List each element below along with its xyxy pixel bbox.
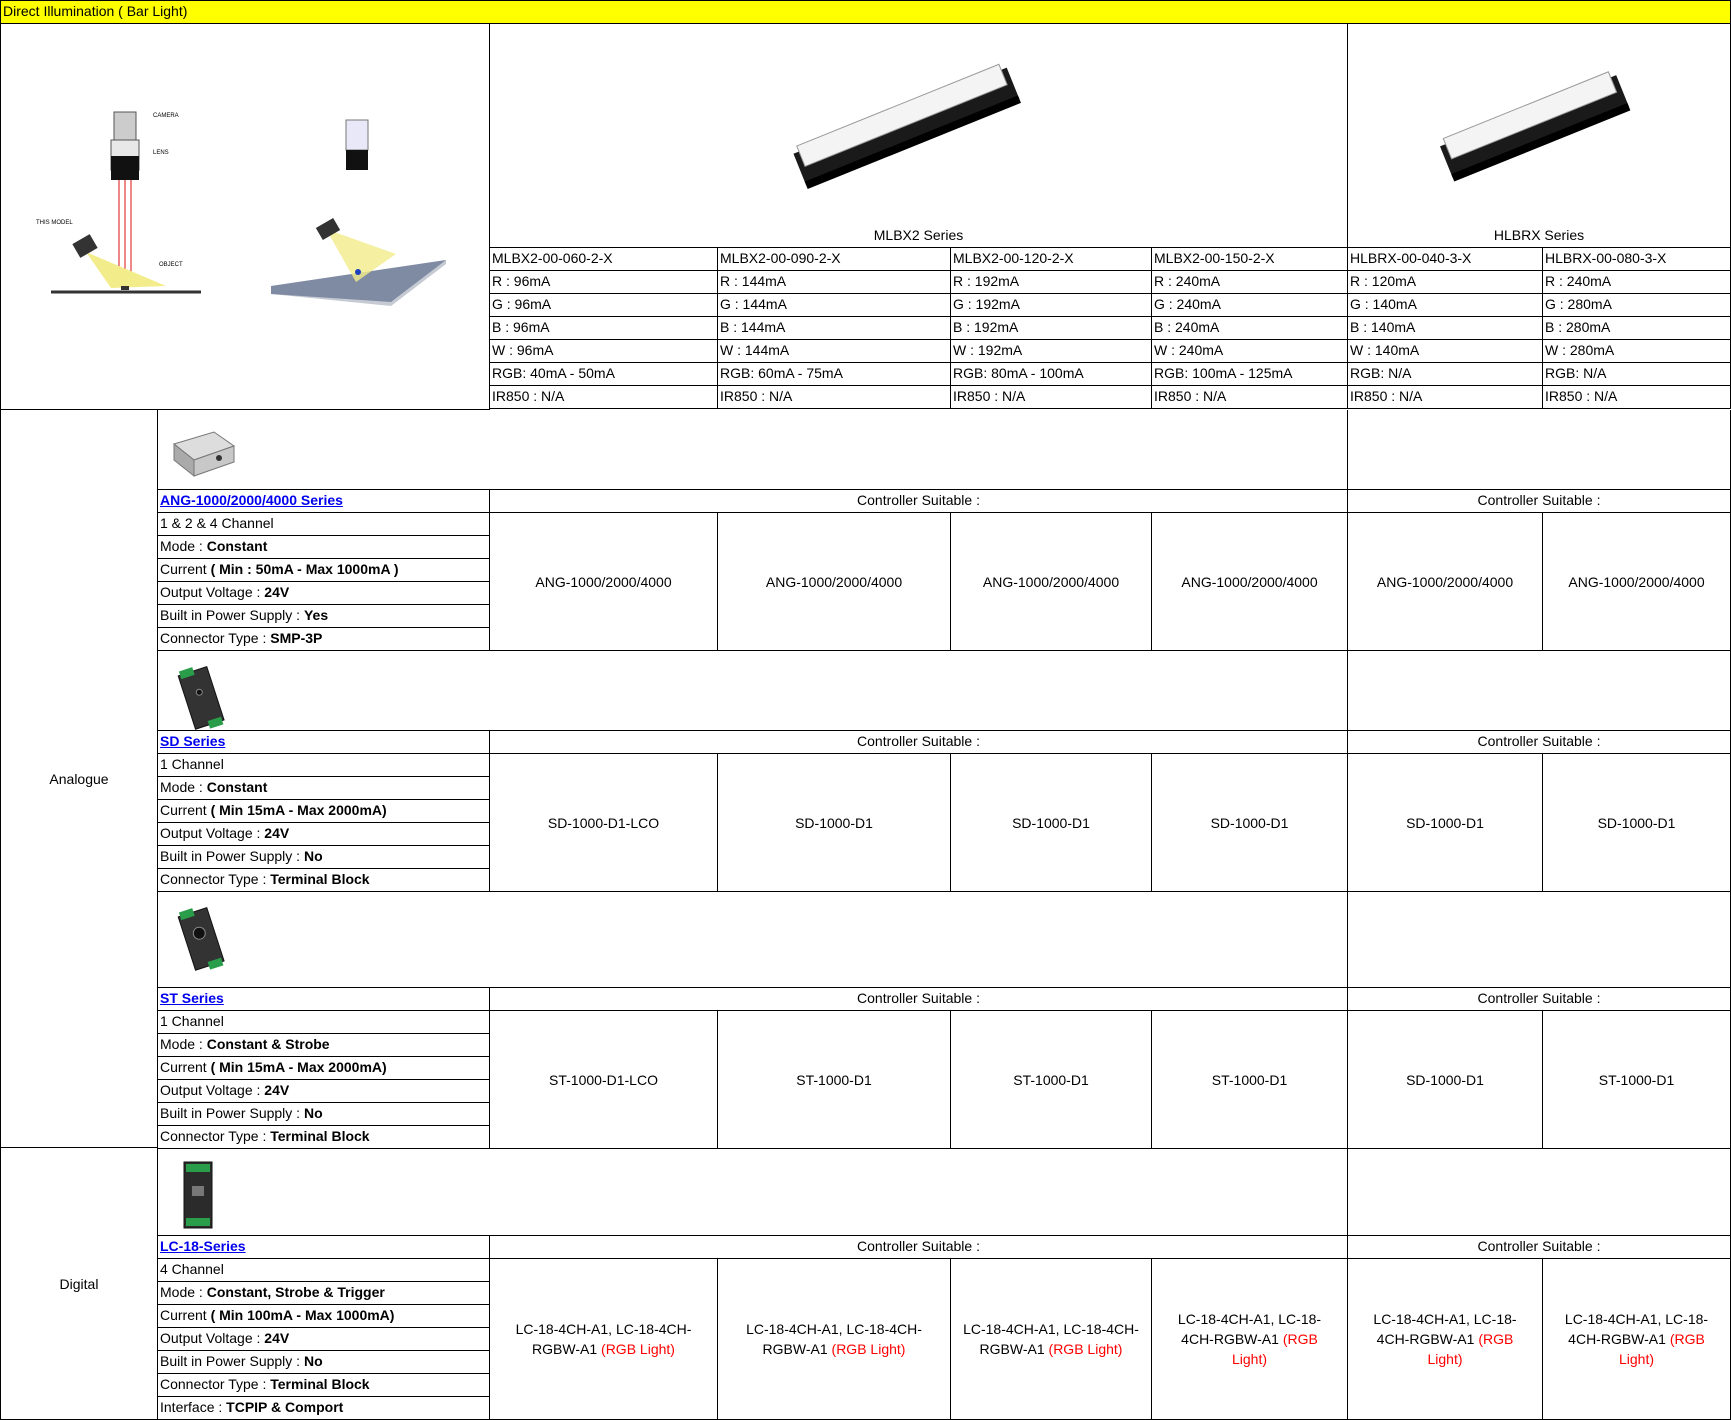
controller-suitable-cell (1543, 1011, 1731, 1149)
controller-suitable-header: Controller Suitable : (1348, 490, 1731, 513)
controller-suitable-cell (718, 754, 951, 892)
spec-value: SMP-3P (270, 630, 323, 646)
spec-label: Mode : (160, 779, 207, 795)
controller-spec-row (158, 582, 490, 605)
spec-label: Current (160, 1307, 211, 1323)
spec-value: 24V (264, 1330, 290, 1346)
spec-label: Output Voltage : (160, 1082, 265, 1098)
controller-series-link[interactable]: SD Series (160, 733, 226, 749)
controller-series-link[interactable]: ST Series (160, 990, 224, 1006)
rgb-light-note: (RGB Light) (1427, 1331, 1514, 1367)
series-name-mlbx2: MLBX2 Series (873, 227, 964, 243)
svg-text:OBJECT: OBJECT (159, 262, 183, 268)
suitable-controller-name: ANG-1000/2000/4000 (765, 573, 903, 590)
spec-value: 24V (264, 584, 290, 600)
model-spec-cell: G : 140mA (1348, 294, 1543, 317)
controller-suitable-cell (1543, 754, 1731, 892)
controller-suitable-cell (718, 1011, 951, 1149)
model-name-cell: HLBRX-00-080-3-X (1543, 248, 1731, 271)
controller-suitable-header: Controller Suitable : (1348, 731, 1731, 754)
spec-value: Constant (206, 538, 268, 554)
model-spec-cell: G : 96mA (490, 294, 718, 317)
controller-suitable-cell (1152, 513, 1348, 651)
controller-suitable-cell (1543, 1259, 1731, 1420)
controller-suitable-cell (490, 754, 718, 892)
spec-value: No (303, 1105, 323, 1121)
model-spec-cell: B : 96mA (490, 317, 718, 340)
model-name-cell: HLBRX-00-040-3-X (1348, 248, 1543, 271)
model-name-cell: MLBX2-00-090-2-X (718, 248, 951, 271)
controller-image-cell (158, 410, 1348, 490)
suitable-controller-name: SD-1000-D1 (795, 814, 873, 831)
controller-spec-row (158, 846, 490, 869)
controller-suitable-cell (1152, 1011, 1348, 1149)
model-spec-cell: G : 280mA (1543, 294, 1731, 317)
spec-label: Connector Type : (160, 1128, 271, 1144)
suitable-controller-name: SD-1000-D1 (1597, 814, 1676, 831)
spec-label: Mode : (160, 1284, 207, 1300)
controller-spec-row (158, 1103, 490, 1126)
category-digital: Digital (0, 1148, 158, 1420)
controller-image (164, 1154, 244, 1234)
model-name-cell: MLBX2-00-150-2-X (1152, 248, 1348, 271)
controller-spec-row (158, 628, 490, 651)
series-header-mlbx2 (490, 24, 1348, 248)
spec-label: Built in Power Supply : (160, 1353, 304, 1369)
illumination-diagram-cell (0, 24, 490, 410)
controller-image-blank (1348, 410, 1731, 490)
controller-suitable-cell (1348, 1259, 1543, 1420)
rgb-light-note: (RGB Light) (1231, 1331, 1318, 1367)
model-spec-cell: G : 240mA (1152, 294, 1348, 317)
controller-spec-row (158, 605, 490, 628)
model-spec-cell: R : 240mA (1543, 271, 1731, 294)
controller-spec-row (158, 1397, 490, 1420)
suitable-controller-name: SD-1000-D1-LCO (547, 814, 660, 831)
controller-spec-row (158, 513, 490, 536)
suitable-controller-name: SD-1000-D1 (1210, 814, 1289, 831)
controller-spec-row (158, 1126, 490, 1149)
model-spec-cell: RGB: N/A (1348, 363, 1543, 386)
series-name-hlbrx: HLBRX Series (1493, 227, 1585, 243)
spec-label: Current (160, 802, 211, 818)
spec-label: 1 Channel (160, 1013, 224, 1029)
model-spec-cell: R : 96mA (490, 271, 718, 294)
mlbx2-bar-light-image (770, 44, 1080, 194)
spec-value: No (303, 1353, 323, 1369)
controller-series-name[interactable] (158, 490, 490, 513)
suitable-controller-name: ST-1000-D1 (796, 1071, 872, 1088)
controller-image-blank (1348, 892, 1731, 988)
spec-value: ( Min 100mA - Max 1000mA) (210, 1307, 395, 1323)
controller-suitable-header: Controller Suitable : (1348, 1236, 1731, 1259)
controller-spec-row (158, 559, 490, 582)
setup-diagram (1, 24, 481, 394)
spec-label: Output Voltage : (160, 825, 265, 841)
suitable-controller-name: LC-18-4CH-A1, LC-18-4CH-RGBW-A1 (RGB Light) (1373, 1311, 1517, 1367)
controller-spec-row (158, 777, 490, 800)
spec-label: Current (160, 561, 211, 577)
model-spec-cell: B : 144mA (718, 317, 951, 340)
controller-image-blank (1348, 1148, 1731, 1236)
spec-label: Connector Type : (160, 630, 271, 646)
controller-image (164, 416, 244, 490)
spec-label: Connector Type : (160, 871, 271, 887)
suitable-controller-name: LC-18-4CH-A1, LC-18-4CH-RGBW-A1 (RGB Light) (1564, 1311, 1709, 1367)
spec-value: ( Min : 50mA - Max 1000mA ) (210, 561, 399, 577)
controller-spec-row (158, 1080, 490, 1103)
svg-text:THIS MODEL: THIS MODEL (36, 220, 73, 226)
controller-suitable-header: Controller Suitable : (490, 1236, 1348, 1259)
model-spec-cell: RGB: N/A (1543, 363, 1731, 386)
model-spec-cell: RGB: 80mA - 100mA (951, 363, 1152, 386)
spec-value: 24V (264, 825, 290, 841)
spec-value: 24V (264, 1082, 290, 1098)
spec-value: Constant (206, 779, 268, 795)
spec-value: Yes (303, 607, 329, 623)
suitable-controller-name: LC-18-4CH-A1, LC-18-4CH-RGBW-A1 (RGB Light) (746, 1321, 922, 1357)
model-spec-cell: RGB: 100mA - 125mA (1152, 363, 1348, 386)
spec-value: Terminal Block (270, 1376, 370, 1392)
model-spec-cell: IR850 : N/A (490, 386, 718, 409)
controller-series-name[interactable] (158, 1236, 490, 1259)
controller-suitable-header: Controller Suitable : (490, 731, 1348, 754)
controller-suitable-cell (1348, 1011, 1543, 1149)
controller-suitable-cell (718, 513, 951, 651)
controller-suitable-cell (1348, 513, 1543, 651)
spec-label: Connector Type : (160, 1376, 271, 1392)
controller-spec-row (158, 1374, 490, 1397)
controller-suitable-cell (490, 1259, 718, 1420)
controller-spec-row (158, 1011, 490, 1034)
suitable-controller-name: ANG-1000/2000/4000 (982, 573, 1120, 590)
model-spec-cell: IR850 : N/A (1152, 386, 1348, 409)
controller-suitable-cell (490, 513, 718, 651)
spec-label: 4 Channel (160, 1261, 224, 1277)
hlbrx-bar-light-image (1418, 44, 1688, 194)
rgb-light-note: (RGB Light) (1048, 1341, 1123, 1357)
category-analogue: Analogue (0, 410, 158, 1148)
suitable-controller-name: LC-18-4CH-A1, LC-18-4CH-RGBW-A1 (RGB Light) (515, 1321, 692, 1357)
rgb-light-note: (RGB Light) (1618, 1331, 1705, 1367)
controller-spec-row (158, 800, 490, 823)
controller-suitable-cell (1543, 513, 1731, 651)
controller-suitable-cell (951, 754, 1152, 892)
model-spec-cell: IR850 : N/A (951, 386, 1152, 409)
controller-suitable-cell (490, 1011, 718, 1149)
controller-suitable-cell (1152, 754, 1348, 892)
spec-label: Output Voltage : (160, 1330, 265, 1346)
svg-text:LENS: LENS (153, 150, 169, 156)
controller-series-name[interactable] (158, 988, 490, 1011)
model-spec-cell: IR850 : N/A (718, 386, 951, 409)
spec-label: Mode : (160, 538, 207, 554)
controller-suitable-cell (1348, 754, 1543, 892)
controller-image (164, 898, 244, 978)
controller-suitable-cell (951, 1259, 1152, 1420)
controller-spec-row (158, 1034, 490, 1057)
model-spec-cell: G : 144mA (718, 294, 951, 317)
model-spec-cell: B : 192mA (951, 317, 1152, 340)
spec-label: Mode : (160, 1036, 207, 1052)
model-spec-cell: RGB: 40mA - 50mA (490, 363, 718, 386)
model-spec-cell: G : 192mA (951, 294, 1152, 317)
model-spec-cell: R : 120mA (1348, 271, 1543, 294)
model-spec-cell: B : 280mA (1543, 317, 1731, 340)
suitable-controller-name: ANG-1000/2000/4000 (1376, 573, 1514, 590)
spec-value: No (303, 848, 323, 864)
suitable-controller-name: ST-1000-D1 (1013, 1071, 1089, 1088)
controller-suitable-cell (951, 513, 1152, 651)
spec-label: Output Voltage : (160, 584, 265, 600)
model-spec-cell: IR850 : N/A (1543, 386, 1731, 409)
spec-label: Current (160, 1059, 211, 1075)
suitable-controller-name: ANG-1000/2000/4000 (1181, 573, 1318, 590)
model-spec-cell: IR850 : N/A (1348, 386, 1543, 409)
spec-value: TCPIP & Comport (226, 1399, 344, 1415)
suitable-controller-name: ST-1000-D1 (1211, 1071, 1288, 1088)
model-spec-cell: R : 192mA (951, 271, 1152, 294)
spec-label: Built in Power Supply : (160, 607, 304, 623)
suitable-controller-name: LC-18-4CH-A1, LC-18-4CH-RGBW-A1 (RGB Light) (1177, 1311, 1322, 1367)
model-spec-cell: W : 192mA (951, 340, 1152, 363)
spec-value: ( Min 15mA - Max 2000mA) (210, 1059, 387, 1075)
controller-spec-row (158, 1282, 490, 1305)
controller-suitable-cell (1152, 1259, 1348, 1420)
controller-image-cell (158, 651, 1348, 731)
controller-image-cell (158, 892, 1348, 988)
model-spec-cell: R : 144mA (718, 271, 951, 294)
model-spec-cell: W : 140mA (1348, 340, 1543, 363)
model-name-cell: MLBX2-00-060-2-X (490, 248, 718, 271)
model-name-cell: MLBX2-00-120-2-X (951, 248, 1152, 271)
controller-suitable-header: Controller Suitable : (1348, 988, 1731, 1011)
suitable-controller-name: ST-1000-D1 (1598, 1071, 1675, 1088)
spec-label: Interface : (160, 1399, 227, 1415)
controller-spec-row (158, 754, 490, 777)
suitable-controller-name: SD-1000-D1 (1406, 1071, 1484, 1088)
controller-suitable-cell (951, 1011, 1152, 1149)
spec-label: Built in Power Supply : (160, 848, 304, 864)
model-spec-cell: W : 240mA (1152, 340, 1348, 363)
controller-image (164, 657, 244, 731)
controller-series-link[interactable]: LC-18-Series (160, 1238, 246, 1254)
suitable-controller-name: ANG-1000/2000/4000 (535, 573, 672, 590)
series-header-hlbrx (1348, 24, 1731, 248)
controller-spec-row (158, 1328, 490, 1351)
sheet-title: Direct Illumination ( Bar Light) (0, 0, 1731, 24)
spec-label: 1 & 2 & 4 Channel (160, 515, 274, 531)
controller-image-blank (1348, 651, 1731, 731)
model-spec-cell: B : 140mA (1348, 317, 1543, 340)
controller-spec-row (158, 869, 490, 892)
spec-value: Constant & Strobe (206, 1036, 330, 1052)
suitable-controller-name: ST-1000-D1-LCO (549, 1071, 658, 1088)
controller-spec-row (158, 1057, 490, 1080)
controller-spec-row (158, 1305, 490, 1328)
controller-spec-row (158, 536, 490, 559)
controller-suitable-header: Controller Suitable : (490, 988, 1348, 1011)
controller-spec-row (158, 823, 490, 846)
spec-value: ( Min 15mA - Max 2000mA) (210, 802, 387, 818)
spec-value: Terminal Block (270, 1128, 370, 1144)
suitable-controller-name: SD-1000-D1 (1406, 814, 1484, 831)
suitable-controller-name: LC-18-4CH-A1, LC-18-4CH-RGBW-A1 (RGB Light) (963, 1321, 1139, 1357)
spec-value: Terminal Block (270, 871, 370, 887)
controller-suitable-header: Controller Suitable : (490, 490, 1348, 513)
svg-text:CAMERA: CAMERA (153, 113, 179, 119)
controller-series-link[interactable]: ANG-1000/2000/4000 Series (160, 492, 343, 508)
suitable-controller-name: SD-1000-D1 (1012, 814, 1090, 831)
model-spec-cell: R : 240mA (1152, 271, 1348, 294)
controller-suitable-cell (718, 1259, 951, 1420)
model-spec-cell: B : 240mA (1152, 317, 1348, 340)
controller-series-name[interactable] (158, 731, 490, 754)
spec-value: Constant, Strobe & Trigger (206, 1284, 385, 1300)
spec-label: 1 Channel (160, 756, 224, 772)
controller-image-cell (158, 1148, 1348, 1236)
controller-spec-row (158, 1259, 490, 1282)
controller-spec-row (158, 1351, 490, 1374)
suitable-controller-name: ANG-1000/2000/4000 (1568, 573, 1705, 590)
rgb-light-note: (RGB Light) (601, 1341, 675, 1357)
model-spec-cell: W : 280mA (1543, 340, 1731, 363)
rgb-light-note: (RGB Light) (831, 1341, 906, 1357)
spec-label: Built in Power Supply : (160, 1105, 304, 1121)
model-spec-cell: W : 144mA (718, 340, 951, 363)
model-spec-cell: RGB: 60mA - 75mA (718, 363, 951, 386)
model-spec-cell: W : 96mA (490, 340, 718, 363)
